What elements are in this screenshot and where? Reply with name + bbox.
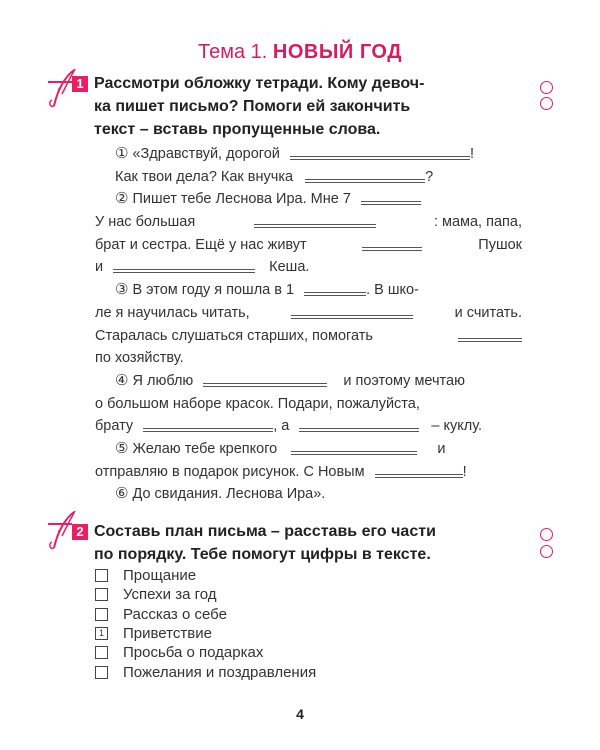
checkbox[interactable] xyxy=(95,608,108,621)
task-number-1: 1 xyxy=(72,76,88,92)
task-number-2: 2 xyxy=(72,524,88,540)
blank-input[interactable] xyxy=(299,416,419,430)
blank-input[interactable] xyxy=(290,144,470,158)
blank-input[interactable] xyxy=(113,257,255,271)
blank-input[interactable] xyxy=(304,280,366,294)
checkbox[interactable] xyxy=(95,569,108,582)
blank-input[interactable] xyxy=(361,189,421,203)
task-2-instruction: Составь план письма – расставь его части по порядку. Тебе помогут цифры в тексте. xyxy=(94,523,436,563)
page-number: 4 xyxy=(296,706,304,722)
list-item: Успехи за год xyxy=(95,585,316,604)
letter-text: ① «Здравствуй, дорогой ! Как твои дела? Как внучка ? ② Пишет тебе Леснова Ира. Мне 7 У нас большая : мама, папа, брат и сестра. Ещё у нас живут Пушок и Кеша. ③ В этом году я пошла в 1 . В шко- ле я научилась читать, и считать. Старалась слушаться старших, помогать по хозяйству. ④ Я люблю и поэтому мечтаю о большом наборе красок. Подари, пожалуйста, брату , а – куклу. ⑤ Желаю тебе крепкого и отправляю в подарок рисунок. С Новым ! ⑥ До свидания. Леснова Ира». xyxy=(95,145,522,503)
checkbox[interactable] xyxy=(95,666,108,679)
topic-label: Тема 1. xyxy=(198,41,268,63)
page-title xyxy=(0,40,600,64)
list-item: Пожелания и поздравления xyxy=(95,662,316,681)
list-item: 1 Приветствие xyxy=(95,624,316,643)
blank-input[interactable] xyxy=(291,303,413,317)
checkbox[interactable] xyxy=(95,646,108,659)
blank-input[interactable] xyxy=(305,167,425,181)
list-item: Просьба о подарках xyxy=(95,643,316,662)
list-item: Прощание xyxy=(95,566,316,585)
blank-input[interactable] xyxy=(254,212,376,226)
plan-checklist xyxy=(95,566,316,682)
checkbox[interactable] xyxy=(95,588,108,601)
checkbox[interactable]: 1 xyxy=(95,627,108,640)
self-check-circle-2[interactable] xyxy=(540,97,553,110)
blank-input[interactable] xyxy=(458,326,522,340)
blank-input[interactable] xyxy=(203,371,327,385)
blank-input[interactable] xyxy=(362,235,422,249)
blank-input[interactable] xyxy=(375,462,463,476)
self-check-circle-4[interactable] xyxy=(540,545,553,558)
blank-input[interactable] xyxy=(143,416,273,430)
topic-name: НОВЫЙ ГОД xyxy=(272,41,402,63)
self-check-circle-3[interactable] xyxy=(540,528,553,541)
self-check-circle-1[interactable] xyxy=(540,81,553,94)
task-1-instruction: Рассмотри обложку тетради. Кому девоч- ка пишет письмо? Помоги ей закончить текст – вставь пропущенные слова. xyxy=(94,75,425,138)
blank-input[interactable] xyxy=(291,439,417,453)
list-item: Рассказ о себе xyxy=(95,605,316,624)
